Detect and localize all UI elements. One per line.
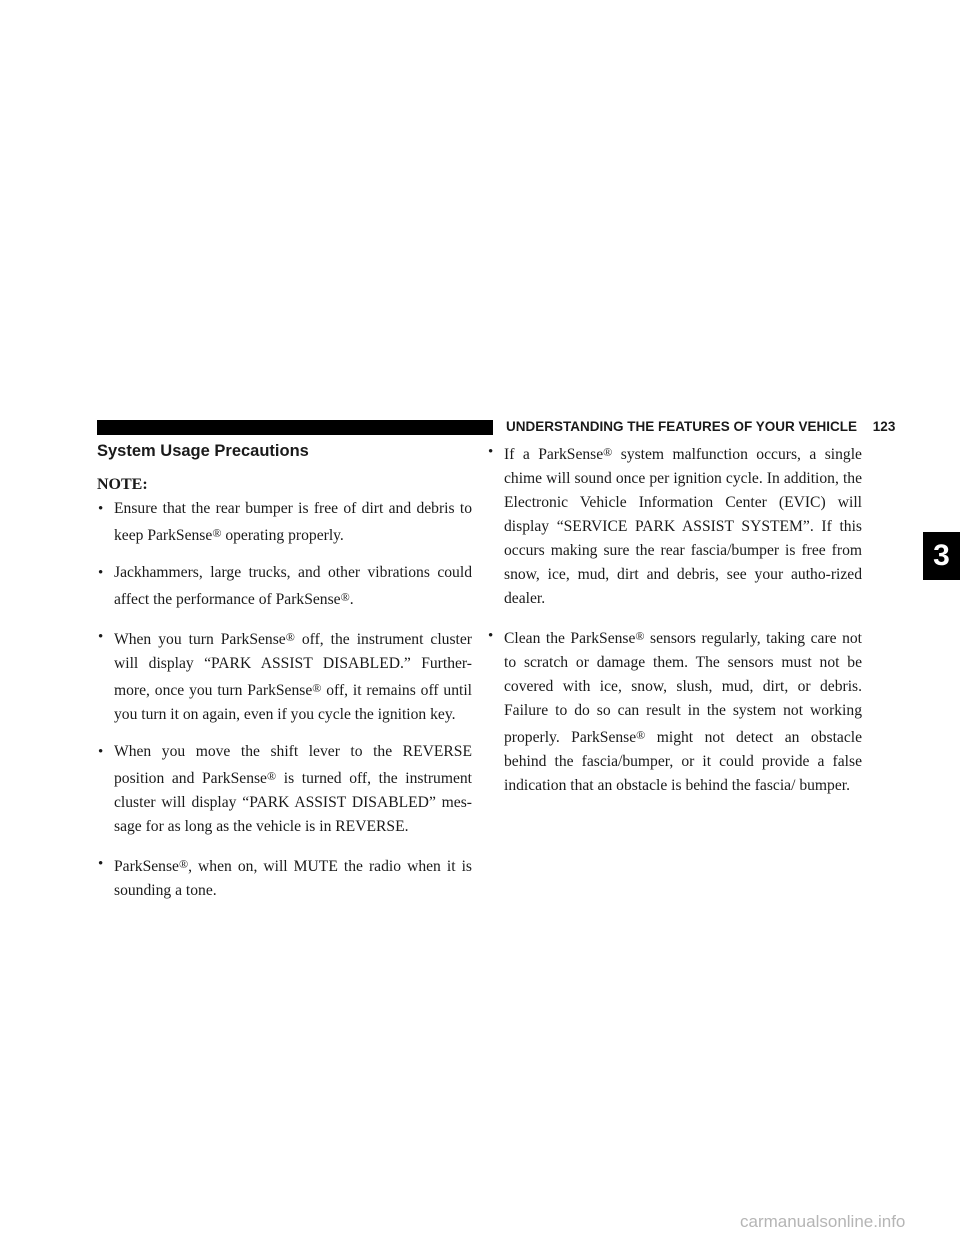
bullet-text: Clean the ParkSense® sensors regularly, taking care not to scratch or damage them. The sensors must not be covered with ice, snow, slush, mud, dirt, or debris. Failure to do so can result in the system not working properly. ParkSense® might not detect an obstacle behind the fascia/bumper, or it could provide a false indication that an obstacle is behind the fascia/ bumper. [504,629,863,794]
registered-mark: ® [266,769,277,783]
list-item [97,625,472,727]
note-label: NOTE: [97,476,148,493]
running-header [506,417,895,437]
right-bullet-list [487,440,862,798]
bullet-icon: • [98,565,104,581]
list-item [487,440,862,611]
registered-mark: ® [636,728,646,742]
registered-mark: ® [340,590,350,604]
page-number: 123 [872,419,896,434]
bullet-text: If a ParkSense® system malfunction occurs, a single chime will sound once per ignition cycle. In addition, the Electronic Vehicle Information Center (EVIC) will display “SERVICE PARK ASSIST SYSTEM”. If this occurs making sure the rear fascia/bumper is free from snow, ice, mud, dirt and debris, see your autho-rized dealer. [504,445,862,607]
bullet-text: When you turn ParkSense® off, the instrument cluster will display “PARK ASSIST DISABLED.” Further-more, once you turn ParkSense® off, it remains off until you turn it on again, even if you cycle the ignition key. [114,630,472,723]
bullet-icon: • [98,744,104,760]
right-column [487,440,862,811]
registered-mark: ® [603,445,613,459]
list-item [487,624,862,798]
header-rule-bar [97,420,493,435]
bullet-text: ParkSense®, when on, will MUTE the radio when it is sounding a tone. [114,857,472,899]
bullet-text: Jackhammers, large trucks, and other vibrations could affect the performance of ParkSense®. [114,564,472,608]
registered-mark: ® [178,857,189,871]
list-item [97,561,472,612]
registered-mark: ® [285,630,295,644]
left-column [97,440,472,916]
registered-mark: ® [212,526,222,540]
bullet-text: Ensure that the rear bumper is free of dirt and debris to keep ParkSense® operating properly. [114,500,472,544]
list-item [97,852,472,903]
bullet-icon: • [98,856,104,872]
list-item [97,497,472,548]
bullet-icon: • [488,628,494,644]
chapter-tab: 3 [923,532,960,580]
left-bullet-list [97,497,472,903]
bullet-text: When you move the shift lever to the REVERSE position and ParkSense® is turned off, the instrument cluster will display “PARK ASSIST DISABLED” mes-sage for as long as the vehicle is in REVERSE. [114,743,473,835]
registered-mark: ® [312,681,322,695]
section-title: System Usage Precautions [97,442,309,460]
registered-mark: ® [635,629,645,643]
watermark: carmanualsonline.info [740,1212,906,1231]
bullet-icon: • [98,501,104,517]
bullet-icon: • [98,629,104,645]
bullet-icon: • [488,444,494,460]
list-item [97,740,472,839]
running-header-title: UNDERSTANDING THE FEATURES OF YOUR VEHICLE [506,419,858,434]
